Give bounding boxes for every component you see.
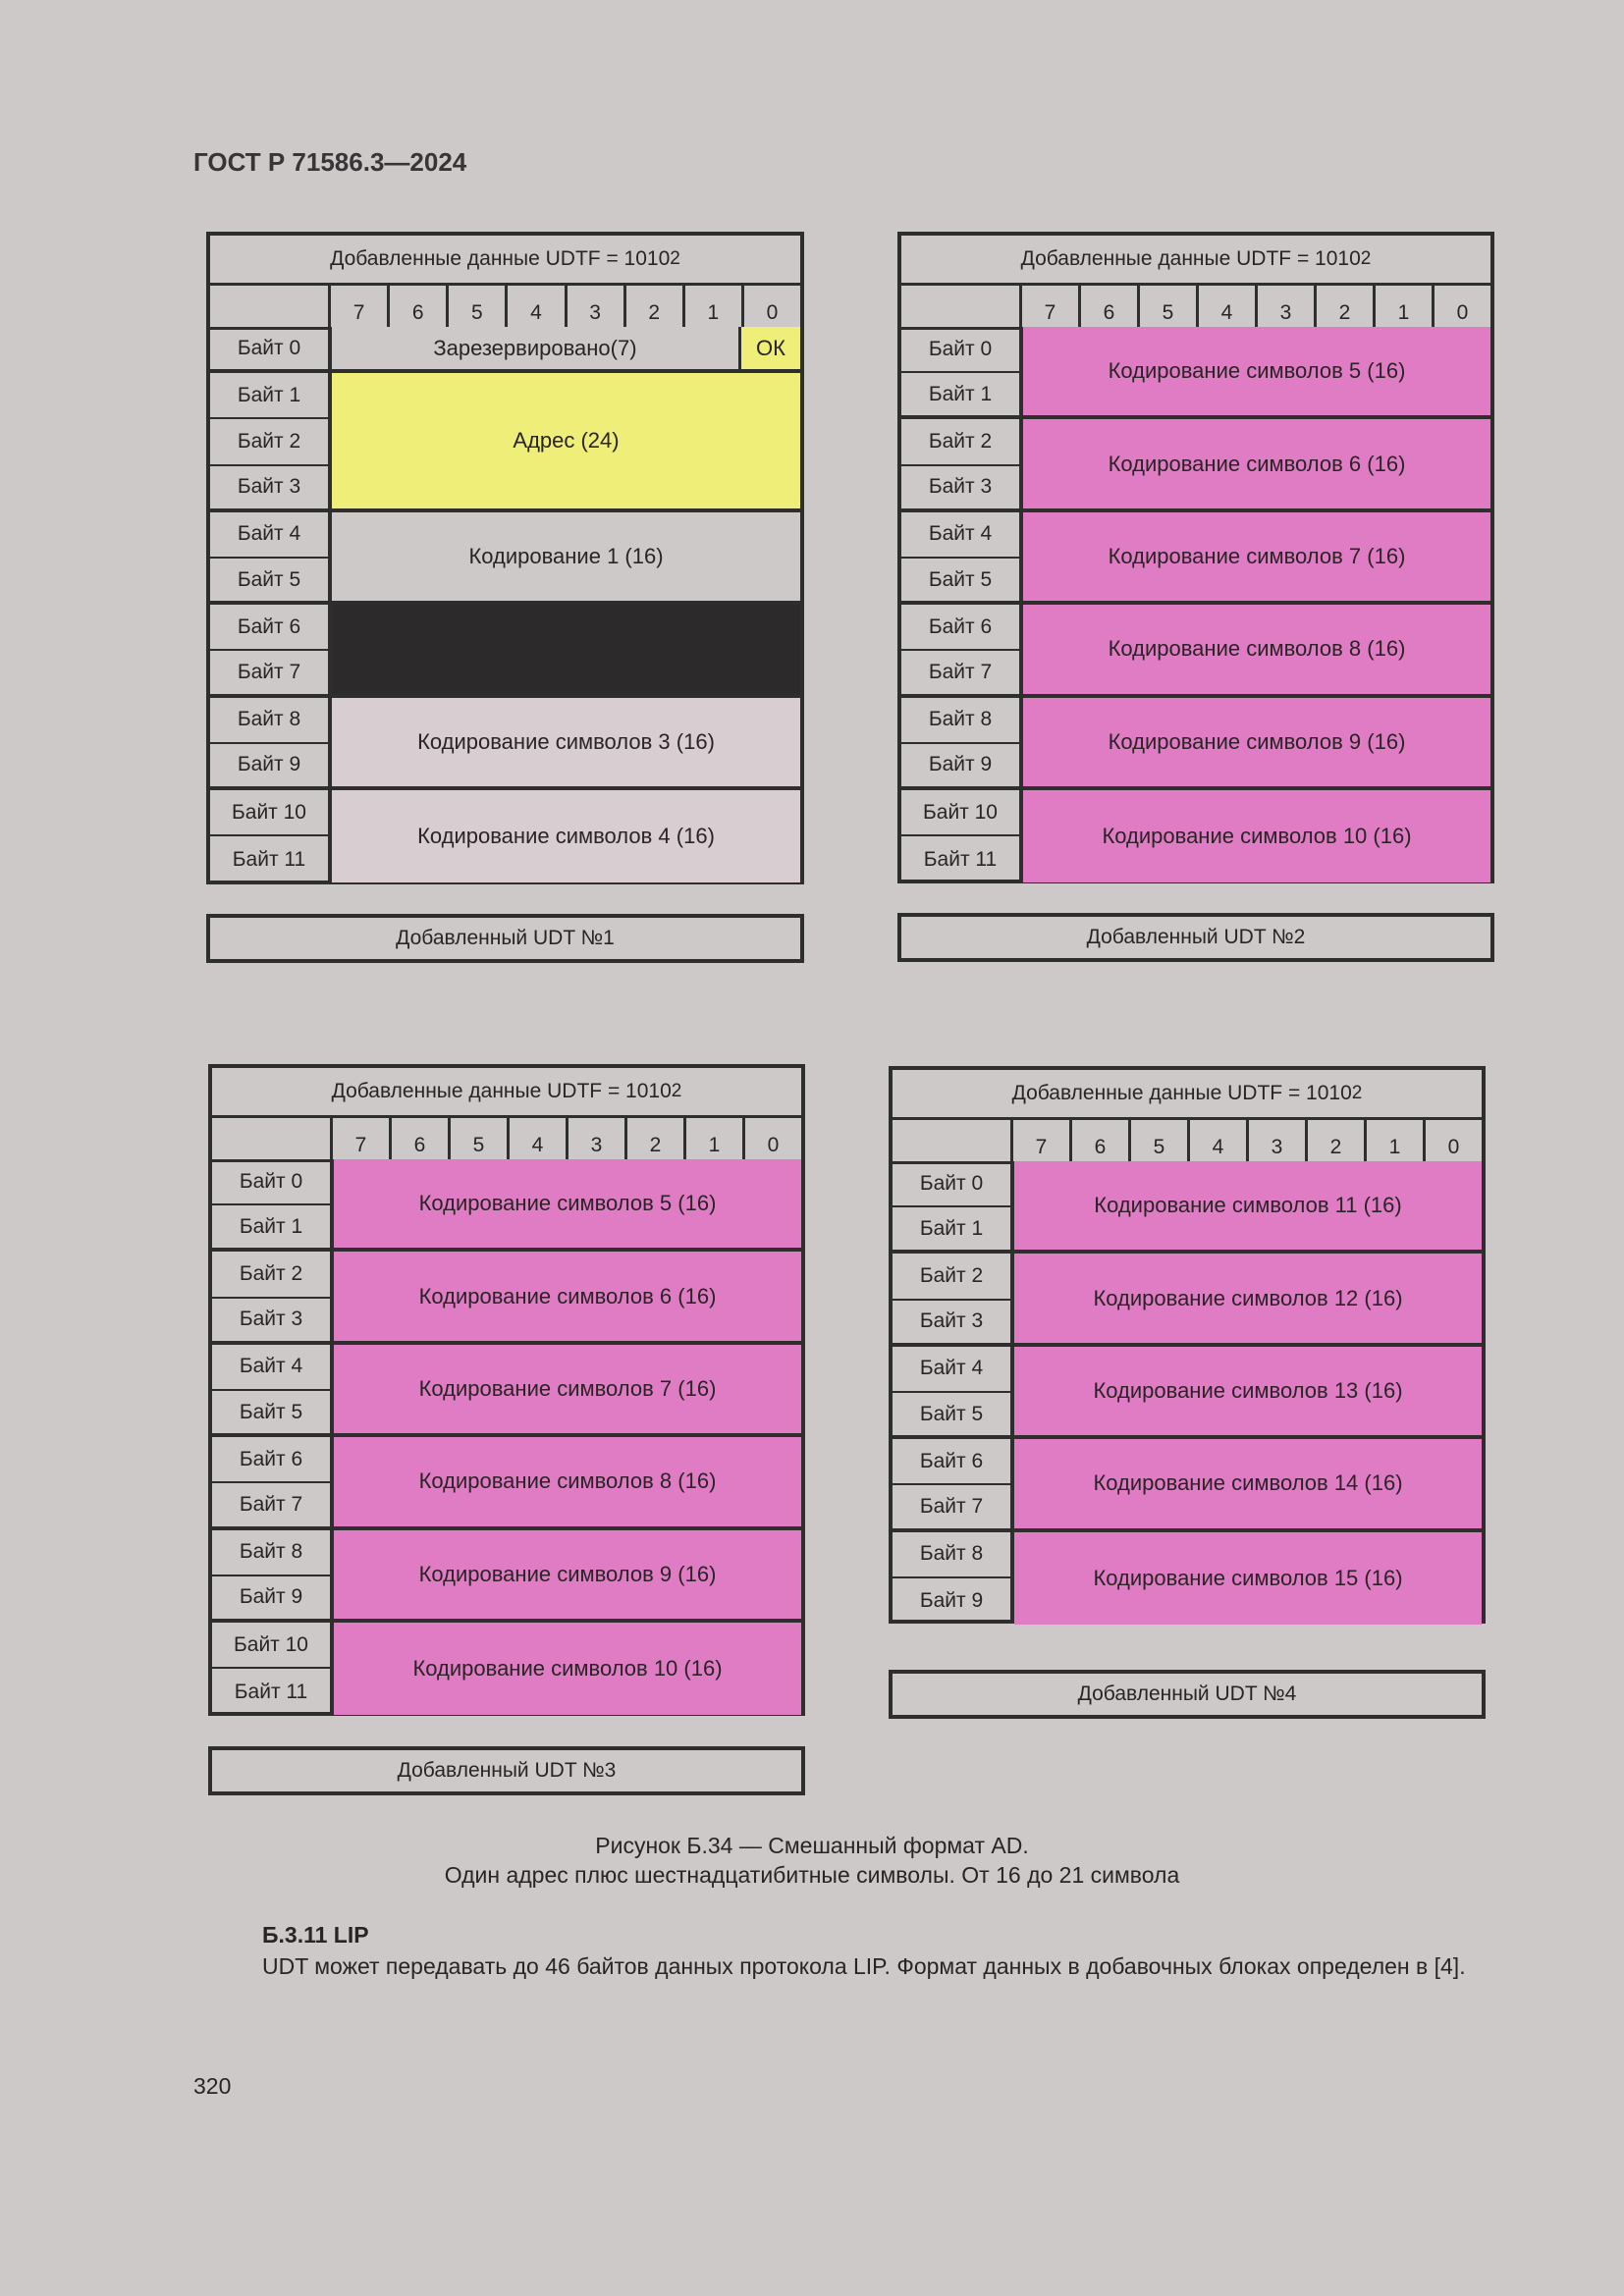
- encoding-field: Кодирование символов 8 (16): [334, 1437, 801, 1529]
- table-title-subscript: 2: [671, 1081, 682, 1101]
- encoding-field: Кодирование символов 4 (16): [332, 790, 800, 882]
- table-title-subscript: 2: [1351, 1083, 1363, 1103]
- byte-label: Байт 8: [893, 1532, 1010, 1578]
- udt-table-1: [206, 232, 804, 884]
- ok-flag-field: ОК: [741, 327, 800, 373]
- bit-number: 6: [1069, 1117, 1128, 1161]
- udt-table-4: [889, 1066, 1486, 1624]
- bit-number: 6: [1078, 283, 1137, 327]
- encoding-field: Кодирование символов 7 (16): [334, 1345, 801, 1437]
- encoding-field: Кодирование символов 15 (16): [1014, 1532, 1482, 1625]
- reserved-field: Зарезервировано(7): [332, 327, 741, 373]
- figure-caption-line-1: Рисунок Б.34 — Смешанный формат AD.: [595, 1833, 1029, 1858]
- udt-caption-2: Добавленный UDT №2: [897, 913, 1494, 962]
- bit-number: 2: [624, 1115, 683, 1159]
- byte-label: Байт 5: [210, 559, 328, 605]
- bit-numbers-row: [210, 283, 800, 330]
- byte-label: Байт 3: [893, 1301, 1010, 1347]
- byte-label: Байт 1: [212, 1205, 330, 1252]
- byte-labels-column: [212, 1159, 334, 1712]
- byte-label: Байт 2: [893, 1254, 1010, 1300]
- bit-number: 3: [566, 1115, 624, 1159]
- encoding-field: Кодирование символов 11 (16): [1014, 1161, 1482, 1254]
- byte-label: Байт 0: [212, 1159, 330, 1205]
- bit-number: 3: [565, 283, 623, 327]
- table-title-subscript: 2: [670, 248, 680, 269]
- byte-label: Байт 1: [901, 373, 1019, 419]
- byte-label: Байт 4: [901, 512, 1019, 559]
- byte-label: Байт 5: [901, 559, 1019, 605]
- byte-label: Байт 8: [212, 1530, 330, 1576]
- bit-number: 4: [1187, 1117, 1246, 1161]
- page-number: 320: [193, 2073, 232, 2099]
- byte-label: Байт 9: [212, 1576, 330, 1623]
- bit-number: 3: [1255, 283, 1314, 327]
- byte-label: Байт 6: [893, 1439, 1010, 1485]
- byte-label: Байт 6: [212, 1437, 330, 1483]
- table-title-text: Добавленные данные UDTF = 1010: [1020, 247, 1361, 270]
- byte-label: Байт 6: [210, 605, 328, 651]
- bit-number: 1: [683, 1115, 742, 1159]
- byte-label: Байт 9: [210, 744, 328, 790]
- byte-label: Байт 1: [893, 1207, 1010, 1254]
- byte-label: Байт 2: [901, 419, 1019, 465]
- bit-number: 7: [1019, 283, 1078, 327]
- byte-label: Байт 3: [212, 1299, 330, 1345]
- byte-label: Байт 7: [901, 651, 1019, 697]
- byte-label: Байт 10: [212, 1623, 330, 1669]
- udt-caption-1: Добавленный UDT №1: [206, 914, 804, 963]
- table-title: [893, 1070, 1482, 1120]
- document-header: ГОСТ Р 71586.3—2024: [193, 147, 467, 177]
- bit-numbers-row: [212, 1115, 801, 1162]
- encoding-field: Кодирование символов 14 (16): [1014, 1439, 1482, 1531]
- bit-number: 4: [507, 1115, 566, 1159]
- byte-label: Байт 1: [210, 373, 328, 419]
- byte-label: Байт 7: [210, 651, 328, 697]
- bit-number: 0: [1432, 283, 1490, 327]
- byte-label: Байт 5: [212, 1391, 330, 1437]
- byte-label: Байт 8: [210, 698, 328, 744]
- bit-number: 5: [446, 283, 505, 327]
- bit-number: 7: [328, 283, 387, 327]
- encoding-field: Кодирование символов 8 (16): [1023, 605, 1490, 697]
- byte-label: Байт 11: [234, 1680, 308, 1703]
- encoding-field: Кодирование символов 3 (16): [332, 698, 800, 790]
- encoding-field: Кодирование символов 6 (16): [334, 1252, 801, 1344]
- table-title: [212, 1068, 801, 1118]
- encoding-field: Кодирование символов 6 (16): [1023, 419, 1490, 511]
- encoding-field: Кодирование символов 5 (16): [1023, 327, 1490, 419]
- bit-number: 0: [741, 283, 800, 327]
- encoding-field: Кодирование символов 12 (16): [1014, 1254, 1482, 1346]
- encoding-field: Кодирование символов 10 (16): [1023, 790, 1490, 882]
- byte-label: Байт 0: [901, 327, 1019, 373]
- bit-number: 4: [1196, 283, 1255, 327]
- bit-number: 5: [1128, 1117, 1187, 1161]
- encoding-field: Кодирование символов 10 (16): [334, 1623, 801, 1715]
- byte-label: Байт 0: [210, 327, 328, 373]
- encoding-field: Адрес (24): [332, 373, 800, 512]
- byte-labels-column: [901, 327, 1023, 880]
- byte-label: Байт 11: [232, 847, 306, 871]
- bit-number: 2: [1305, 1117, 1364, 1161]
- bit-number: 0: [742, 1115, 801, 1159]
- bit-number: 6: [387, 283, 446, 327]
- udt-caption-3: Добавленный UDT №3: [208, 1746, 805, 1795]
- encoding-field: Кодирование символов 13 (16): [1014, 1347, 1482, 1439]
- byte-label: Байт 7: [212, 1483, 330, 1529]
- bit-number: 1: [1373, 283, 1432, 327]
- byte-label: Байт 3: [210, 466, 328, 512]
- bit-number: 2: [623, 283, 682, 327]
- bit-number: 4: [505, 283, 564, 327]
- byte-label: Байт 4: [893, 1347, 1010, 1393]
- encoding-field: Кодирование символов 7 (16): [1023, 512, 1490, 605]
- encoding-field: Кодирование 1 (16): [332, 512, 800, 605]
- figure-caption-line-2: Один адрес плюс шестнадцатибитные символы. От 16 до 21 символа: [444, 1862, 1180, 1888]
- bit-number: 5: [448, 1115, 507, 1159]
- obscured-field: [332, 605, 800, 697]
- byte-label: Байт 7: [893, 1485, 1010, 1531]
- byte-label: Байт 2: [212, 1252, 330, 1298]
- byte-labels-column: [893, 1161, 1014, 1620]
- table-title-text: Добавленные данные UDTF = 1010: [331, 1080, 672, 1102]
- byte-label: Байт 10: [901, 790, 1019, 836]
- byte-label: Байт 9: [901, 744, 1019, 790]
- byte-labels-column: [210, 327, 332, 881]
- byte-label: Байт 4: [212, 1345, 330, 1391]
- bit-number: 5: [1137, 283, 1196, 327]
- byte-label: Байт 5: [893, 1393, 1010, 1439]
- table-title: [901, 236, 1490, 286]
- table-title-subscript: 2: [1360, 248, 1372, 269]
- udt-table-3: [208, 1064, 805, 1716]
- byte-label: Байт 3: [901, 466, 1019, 512]
- bit-number: 2: [1314, 283, 1373, 327]
- byte-label: Байт 11: [923, 847, 998, 871]
- bit-number: 7: [1010, 1117, 1069, 1161]
- byte-label: Байт 10: [210, 790, 328, 836]
- bit-numbers-row: [901, 283, 1490, 330]
- byte-label: Байт 0: [893, 1161, 1010, 1207]
- byte-label: Байт 4: [210, 512, 328, 559]
- bit-number: 1: [682, 283, 741, 327]
- udt-caption-4: Добавленный UDT №4: [889, 1670, 1486, 1719]
- udt-table-2: [897, 232, 1494, 883]
- table-title-text: Добавленные данные UDTF = 1010: [330, 247, 671, 270]
- section-title: Б.3.11 LIP: [262, 1922, 369, 1948]
- byte-label: Байт 2: [210, 419, 328, 465]
- bit-number: 7: [330, 1115, 389, 1159]
- section-paragraph: UDT может передавать до 46 байтов данных протокола LIP. Формат данных в добавочных блоках определен в [4].: [262, 1953, 1466, 1979]
- bit-number: 0: [1423, 1117, 1482, 1161]
- encoding-field: Кодирование символов 9 (16): [1023, 698, 1490, 790]
- bit-numbers-row: [893, 1117, 1482, 1164]
- byte-label: Байт 9: [919, 1589, 984, 1613]
- encoding-field: Кодирование символов 9 (16): [334, 1530, 801, 1623]
- table-title: [210, 236, 800, 286]
- bit-number: 3: [1246, 1117, 1305, 1161]
- bit-number: 6: [389, 1115, 448, 1159]
- encoding-field: Кодирование символов 5 (16): [334, 1159, 801, 1252]
- byte-label: Байт 8: [901, 698, 1019, 744]
- bit-number: 1: [1364, 1117, 1423, 1161]
- table-title-text: Добавленные данные UDTF = 1010: [1011, 1082, 1352, 1104]
- byte-label: Байт 6: [901, 605, 1019, 651]
